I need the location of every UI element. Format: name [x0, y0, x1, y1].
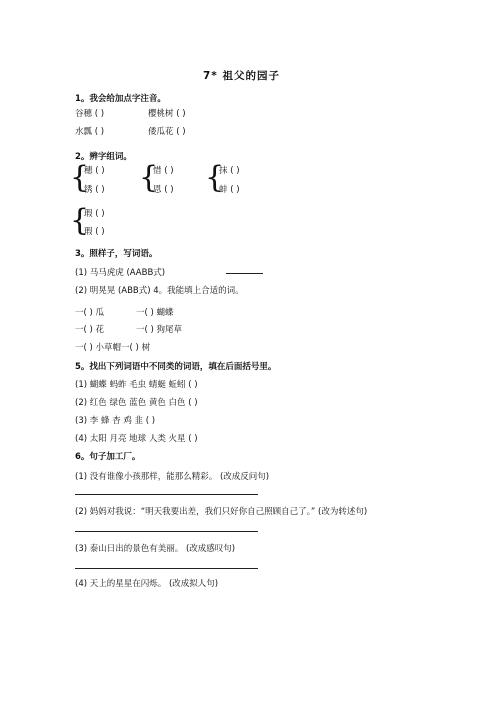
section-1-heading: 1。我会给加点字注音。 — [75, 94, 166, 104]
group4-word-2: 瑕 ( ) — [84, 227, 105, 237]
pinyin-item-2: 樱桃树 ( ) — [148, 109, 186, 119]
brace-icon: { — [205, 160, 225, 195]
answer-line[interactable] — [75, 494, 258, 495]
group1-word-2: 锈 ( ) — [84, 185, 105, 195]
group3-word-2: 蚌 ( ) — [219, 185, 240, 195]
fill-word-1: 一( ) 瓜 — [75, 308, 105, 318]
section-3-question-1: (1) 马马虎虎 (AABB式) — [75, 268, 166, 278]
odd-one-out-item-2: (2) 红色 绿色 蓝色 黄色 白色 ( ) — [75, 398, 198, 408]
brace-icon: { — [70, 160, 90, 195]
brace-icon: { — [139, 160, 159, 195]
group4-word-1: 瑕 ( ) — [84, 209, 105, 219]
sentence-task-2: (2) 妈妈对我说：“明天我要出差，我们只好你自己照顾自己了。” (改为转述句) — [75, 507, 368, 517]
answer-line[interactable] — [75, 531, 258, 532]
answer-line[interactable] — [226, 273, 263, 274]
pinyin-item-4: 倭瓜花 ( ) — [148, 127, 186, 137]
fill-word-3: 一( ) 花 — [75, 325, 105, 335]
group3-word-1: 抹 ( ) — [219, 166, 240, 176]
page-title: 7* 祖父的园子 — [203, 70, 280, 82]
pinyin-item-1: 谷穗 ( ) — [75, 109, 105, 119]
section-5-heading: 5。找出下列词语中不同类的词语，填在后面括号里。 — [75, 362, 277, 372]
answer-line[interactable] — [75, 568, 258, 569]
section-3-heading: 3。照样子，写词语。 — [75, 249, 158, 259]
fill-word-2: 一( ) 蝴蝶 — [136, 308, 174, 318]
sentence-task-4: (4) 天上的星星在闪烁。 (改成拟人句) — [75, 579, 219, 589]
group2-word-1: 惜 ( ) — [153, 166, 174, 176]
odd-one-out-item-1: (1) 蝴蝶 蚂蚱 毛虫 蜻蜓 蚯蚓 ( ) — [75, 380, 198, 390]
brace-icon: { — [70, 203, 90, 238]
section-6-heading: 6。句子加工厂。 — [75, 452, 141, 462]
group1-word-1: 穗 ( ) — [84, 166, 105, 176]
group2-word-2: 恩 ( ) — [153, 185, 174, 195]
section-3-question-2: (2) 明晃晃 (ABB式) 4。我能填上合适的词。 — [75, 286, 244, 296]
section-2-heading: 2。辨字组词。 — [75, 152, 132, 162]
odd-one-out-item-4: (4) 太阳 月亮 地球 人类 火星 ( ) — [75, 434, 198, 444]
fill-word-5: 一( ) 小草帽一( ) 树 — [75, 343, 151, 353]
pinyin-item-3: 水瓢 ( ) — [75, 127, 105, 137]
sentence-task-1: (1) 没有谁像小孩那样，能那么精彩。 (改成反问句) — [75, 472, 270, 482]
fill-word-4: 一( ) 狗尾草 — [136, 325, 183, 335]
odd-one-out-item-3: (3) 李 蜂 杏 鸡 韭 ( ) — [75, 416, 156, 426]
sentence-task-3: (3) 泰山日出的景色有美丽。 (改成感叹句) — [75, 544, 236, 554]
